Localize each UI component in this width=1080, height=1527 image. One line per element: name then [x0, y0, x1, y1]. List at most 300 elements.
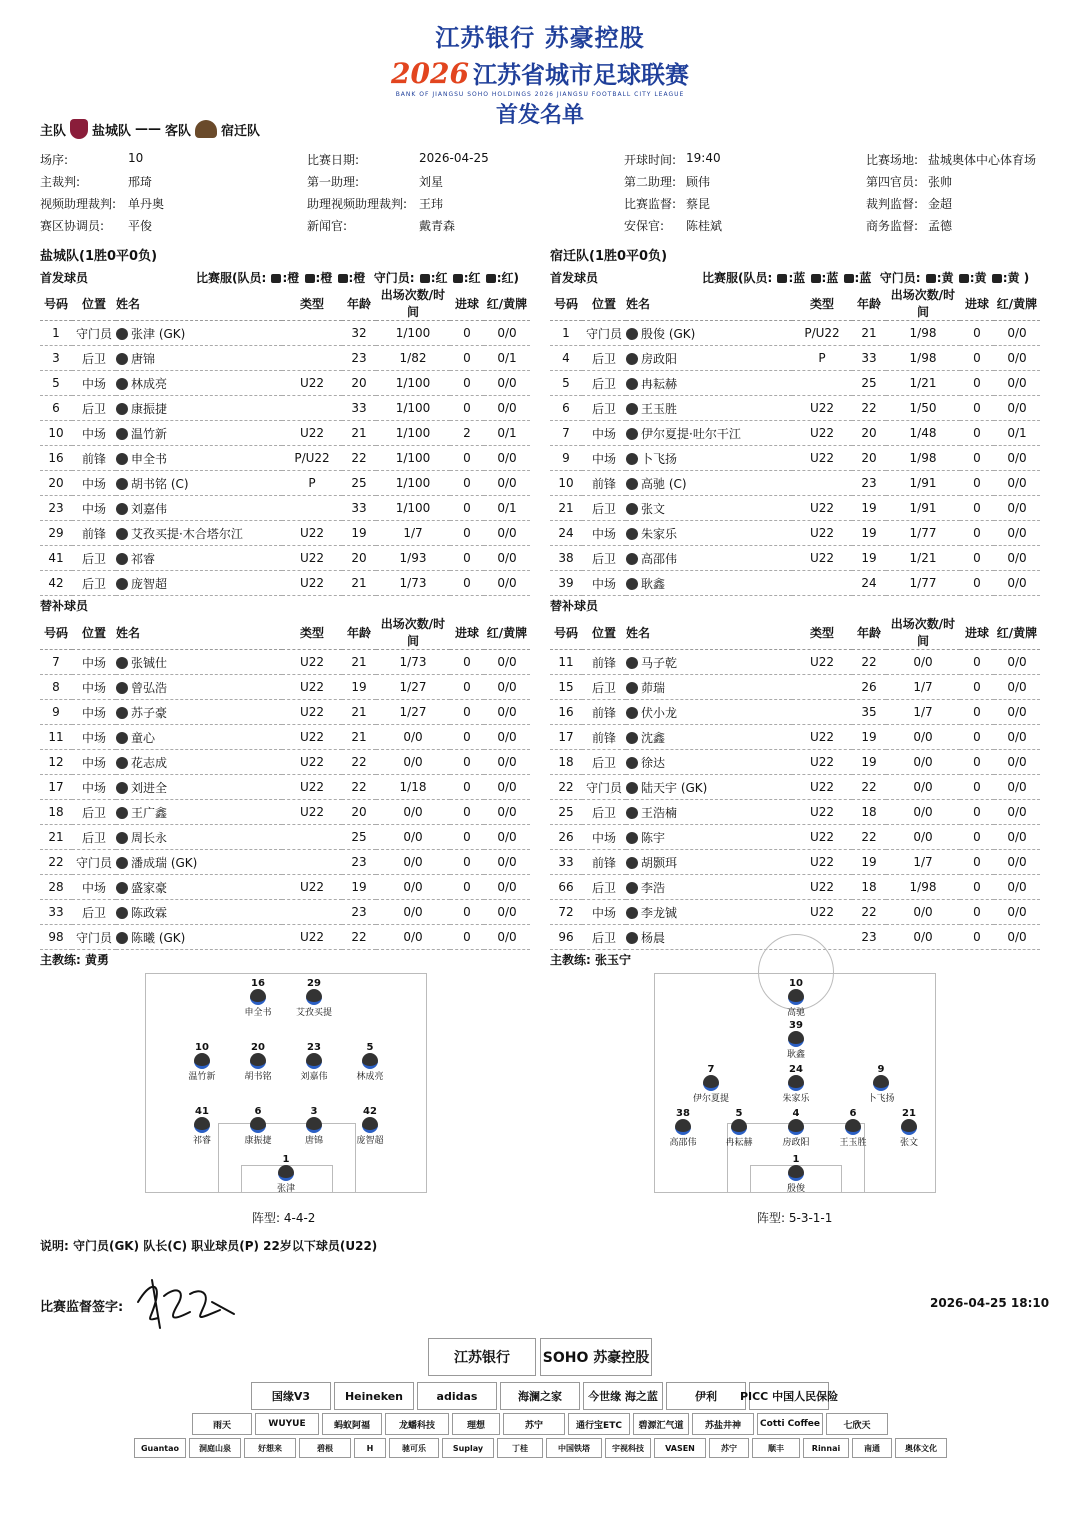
table-cell: 23 [40, 496, 72, 521]
player-avatar-icon [626, 782, 638, 794]
table-cell: 1/98 [886, 346, 960, 371]
player-avatar-icon [250, 1117, 266, 1133]
table-cell: 1/7 [886, 675, 960, 700]
kit-gk-prefix: 守门员: [373, 271, 415, 285]
table-cell: 0/0 [994, 800, 1040, 825]
table-cell: 0/0 [994, 471, 1040, 496]
gk-shorts-icon [959, 274, 969, 283]
column-header: 号码 [40, 286, 72, 321]
pitch-player-number: 23 [307, 1042, 321, 1053]
player-avatar-icon [116, 578, 128, 590]
table-cell: 7 [40, 650, 72, 675]
player-name: 伏小龙 [641, 705, 678, 720]
pitch-player-number: 24 [789, 1064, 803, 1075]
away-formation-label: 阵型: 5-3-1-1 [757, 1211, 833, 1225]
table-cell: 0/1 [484, 346, 530, 371]
kit-gk-socks-color: 红) [501, 271, 520, 285]
column-header: 类型 [792, 286, 852, 321]
column-header: 进球 [450, 615, 484, 650]
table-cell: 0/0 [994, 725, 1040, 750]
info-value: 王玮 [419, 197, 444, 211]
player-name: 陈宇 [641, 830, 666, 845]
table-cell: 0 [450, 725, 484, 750]
table-cell: 0/0 [376, 850, 450, 875]
table-row [550, 371, 1040, 396]
table-cell: 中场 [582, 571, 626, 596]
table-cell: 23 [852, 471, 886, 496]
info-value: 孟德 [928, 219, 953, 233]
sponsor-logo: 海澜之家 [500, 1382, 580, 1410]
table-cell: 0 [960, 925, 994, 950]
info-value: 蔡昆 [686, 197, 711, 211]
table-cell: 0 [960, 800, 994, 825]
table-cell: U22 [792, 396, 852, 421]
pitch-player-number: 10 [789, 978, 803, 989]
sponsor-logo: 通行宝ETC [568, 1413, 630, 1435]
pitch-player [823, 1108, 883, 1148]
table-cell: 22 [550, 775, 582, 800]
pitch-player [766, 1064, 826, 1104]
table-cell: 0/0 [484, 825, 530, 850]
table-cell: 前锋 [582, 471, 626, 496]
table-cell: P/U22 [282, 446, 342, 471]
player-name-cell [116, 925, 282, 950]
table-cell: 0 [450, 571, 484, 596]
player-avatar-icon [626, 857, 638, 869]
table-cell: U22 [282, 521, 342, 546]
table-cell: U22 [792, 725, 852, 750]
player-name-cell [116, 850, 282, 875]
player-name-cell [116, 650, 282, 675]
table-cell: 后卫 [582, 371, 626, 396]
table-cell: 中场 [72, 775, 116, 800]
info-label: 助理视频助理裁判: [307, 197, 408, 211]
player-name-cell [626, 775, 792, 800]
away-kit-info: 比赛服(队员: :蓝 :蓝 :蓝 守门员: :黄 :黄 :黄 ) [702, 271, 1030, 285]
info-value: 张帅 [928, 175, 953, 189]
sponsor-logo: 奥体文化 [895, 1438, 947, 1458]
player-avatar-icon [626, 553, 638, 565]
table-row [40, 700, 530, 725]
kit-prefix: 比赛服(队员: [196, 271, 267, 285]
player-avatar-icon [116, 707, 128, 719]
player-name: 潘成瑞 (GK) [131, 855, 198, 870]
player-name: 高驰 (C) [641, 476, 687, 491]
table-row [40, 750, 530, 775]
table-cell: 0/0 [994, 571, 1040, 596]
table-row [550, 725, 1040, 750]
table-cell: 1/7 [376, 521, 450, 546]
table-cell: 1/73 [376, 650, 450, 675]
table-cell: 11 [550, 650, 582, 675]
table-cell: 0 [450, 925, 484, 950]
table-cell: U22 [792, 850, 852, 875]
table-row [550, 700, 1040, 725]
table-row [40, 875, 530, 900]
player-avatar-icon [626, 503, 638, 515]
player-avatar-icon [788, 1165, 804, 1181]
table-cell: 0 [450, 800, 484, 825]
player-name: 陈政霖 [131, 905, 168, 920]
pitch-player-name: 朱家乐 [782, 1094, 810, 1104]
table-cell: 0 [960, 675, 994, 700]
home-team-name: 盐城队 [92, 123, 132, 139]
player-avatar-icon [626, 882, 638, 894]
table-cell: 0 [450, 650, 484, 675]
player-name: 温竹新 [131, 426, 168, 441]
pitch-player-number: 38 [676, 1108, 690, 1119]
column-header: 年龄 [342, 286, 376, 321]
player-name: 张文 [641, 501, 666, 516]
column-header: 红/黄牌 [994, 615, 1040, 650]
table-cell: 16 [550, 700, 582, 725]
table-cell: 20 [342, 800, 376, 825]
table-cell: 1/21 [886, 546, 960, 571]
away-team-record: 宿迁队(1胜0平0负) [550, 249, 668, 264]
table-cell: 0 [960, 521, 994, 546]
sponsor-logo: adidas [417, 1382, 497, 1410]
table-cell: 1/100 [376, 321, 450, 346]
player-avatar-icon [845, 1119, 861, 1135]
sponsor-logo: Suplay [442, 1438, 494, 1458]
table-cell: 中场 [72, 750, 116, 775]
table-cell: 0/0 [886, 750, 960, 775]
column-header: 位置 [72, 615, 116, 650]
table-cell [792, 700, 852, 725]
table-cell: 0 [960, 900, 994, 925]
page-header [0, 18, 1080, 129]
player-avatar-icon [116, 528, 128, 540]
table-row [40, 471, 530, 496]
table-row [40, 900, 530, 925]
table-cell: 0/0 [994, 875, 1040, 900]
info-label: 第四官员: [866, 175, 919, 189]
table-cell: 33 [342, 496, 376, 521]
player-avatar-icon [626, 757, 638, 769]
table-cell: 1/82 [376, 346, 450, 371]
table-cell: 0 [960, 650, 994, 675]
table-cell: 8 [40, 675, 72, 700]
table-cell: 18 [40, 800, 72, 825]
table-cell: 24 [852, 571, 886, 596]
player-avatar-icon [626, 932, 638, 944]
sponsor-logo: Guantao [134, 1438, 186, 1458]
table-cell: 25 [852, 371, 886, 396]
column-header: 年龄 [852, 615, 886, 650]
pitch-player-name: 高邵伟 [669, 1138, 697, 1148]
table-row [40, 850, 530, 875]
table-cell: 0 [450, 496, 484, 521]
player-avatar-icon [626, 907, 638, 919]
table-cell: U22 [792, 775, 852, 800]
table-row [40, 546, 530, 571]
table-cell: 19 [342, 521, 376, 546]
home-kit-info: 比赛服(队员: :橙 :橙 :橙 守门员: :红 :红 :红) [196, 271, 520, 285]
table-row [40, 496, 530, 521]
sponsor-logo: WUYUE [255, 1413, 319, 1435]
column-header: 进球 [960, 286, 994, 321]
player-name-cell [626, 496, 792, 521]
table-cell: 1/77 [886, 571, 960, 596]
table-cell: 33 [40, 900, 72, 925]
table-row [40, 800, 530, 825]
kit-prefix: 比赛服(队员: [702, 271, 773, 285]
league-name: 江苏省城市足球联赛 [472, 61, 689, 89]
pitch-player [228, 1106, 288, 1146]
column-header: 红/黄牌 [484, 615, 530, 650]
pitch-player-number: 42 [363, 1106, 377, 1117]
player-avatar-icon [626, 832, 638, 844]
table-row [550, 775, 1040, 800]
column-header: 进球 [450, 286, 484, 321]
shorts-icon [305, 274, 315, 283]
player-name: 卜飞扬 [641, 451, 678, 466]
away-team-name: 宿迁队 [221, 123, 261, 139]
player-name: 艾孜买提·木合塔尔江 [131, 526, 243, 541]
sponsor-logo: 洞庭山泉 [189, 1438, 241, 1458]
pitch-player-number: 3 [310, 1106, 318, 1117]
kit-socks-color: 橙 [353, 271, 366, 285]
column-header: 位置 [582, 615, 626, 650]
table-cell: 0/0 [886, 800, 960, 825]
column-header: 号码 [40, 615, 72, 650]
table-cell: 0 [960, 850, 994, 875]
table-cell: 0/0 [886, 775, 960, 800]
table-row [550, 825, 1040, 850]
table-row [40, 571, 530, 596]
player-name: 庞智超 [131, 576, 168, 591]
sponsor-logo: 理想 [452, 1413, 500, 1435]
player-avatar-icon [626, 403, 638, 415]
player-avatar-icon [901, 1119, 917, 1135]
player-avatar-icon [626, 478, 638, 490]
gk-shorts-icon [453, 274, 463, 283]
table-cell: 0/0 [484, 800, 530, 825]
column-header: 姓名 [626, 615, 792, 650]
pitch-player-number: 1 [282, 1154, 290, 1165]
table-cell: 0/0 [994, 900, 1040, 925]
pitch-player-name: 康振捷 [244, 1136, 272, 1146]
sponsor-logo: 碧根 [299, 1438, 351, 1458]
pitch-player [172, 1106, 232, 1146]
pitch-player [172, 1042, 232, 1082]
player-name-cell [626, 346, 792, 371]
table-cell: 后卫 [582, 546, 626, 571]
table-cell: 26 [852, 675, 886, 700]
table-cell: 0/0 [886, 825, 960, 850]
player-name: 康振捷 [131, 401, 168, 416]
gk-shirt-icon [420, 274, 430, 283]
table-cell: 守门员 [582, 775, 626, 800]
kit-shirt-color: 蓝 [793, 271, 806, 285]
table-cell: 中场 [72, 471, 116, 496]
sponsor-logo: 苏盐井神 [692, 1413, 754, 1435]
table-cell: 1/7 [886, 700, 960, 725]
sponsor-logo: 雨天 [192, 1413, 252, 1435]
table-cell: 1/91 [886, 471, 960, 496]
column-header: 姓名 [116, 286, 282, 321]
player-name: 周长永 [131, 830, 168, 845]
info-label: 新闻官: [307, 219, 348, 233]
table-row [550, 396, 1040, 421]
table-cell: 0 [450, 775, 484, 800]
table-cell: 22 [852, 900, 886, 925]
column-header: 类型 [792, 615, 852, 650]
table-cell: 0/1 [484, 421, 530, 446]
player-avatar-icon [873, 1075, 889, 1091]
table-cell [282, 321, 342, 346]
table-cell: 0/0 [376, 925, 450, 950]
info-label: 比赛日期: [307, 153, 360, 167]
home-label: 主队 [40, 123, 67, 139]
player-name-cell [116, 875, 282, 900]
table-cell: U22 [792, 750, 852, 775]
table-cell: U22 [792, 496, 852, 521]
column-header: 号码 [550, 286, 582, 321]
table-cell: 0/1 [484, 496, 530, 521]
sponsor-logo: 顺丰 [752, 1438, 800, 1458]
table-cell: 中场 [582, 421, 626, 446]
table-cell: 0/0 [994, 675, 1040, 700]
table-cell: U22 [282, 571, 342, 596]
table-cell: 0/0 [994, 700, 1040, 725]
pitch-player [284, 1042, 344, 1082]
table-cell: 0/0 [994, 825, 1040, 850]
player-name-cell [626, 725, 792, 750]
pitch-player-name: 王玉胜 [839, 1138, 867, 1148]
info-label: 第一助理: [307, 175, 360, 189]
table-cell: 0/0 [994, 396, 1040, 421]
table-cell: 0 [450, 875, 484, 900]
player-name-cell [626, 875, 792, 900]
player-avatar-icon [250, 989, 266, 1005]
player-name-cell [116, 700, 282, 725]
table-cell: 0/0 [994, 321, 1040, 346]
player-name-cell [626, 421, 792, 446]
table-cell: 16 [40, 446, 72, 471]
table-cell: 后卫 [582, 875, 626, 900]
pitch-player-name: 林成亮 [356, 1072, 384, 1082]
player-avatar-icon [116, 328, 128, 340]
table-cell: U22 [792, 800, 852, 825]
pitch-player-name: 张文 [899, 1138, 918, 1148]
shirt-icon [271, 274, 281, 283]
table-cell: 1/100 [376, 421, 450, 446]
table-cell: 10 [550, 471, 582, 496]
table-cell: U22 [792, 650, 852, 675]
info-value: 平俊 [128, 219, 153, 233]
table-cell: 22 [40, 850, 72, 875]
table-cell: 后卫 [72, 800, 116, 825]
table-cell: 0 [960, 875, 994, 900]
match-separator: —— [135, 121, 162, 137]
player-name: 胡书铭 (C) [131, 476, 189, 491]
column-header: 出场次数/时间 [376, 286, 450, 321]
table-cell: 0 [450, 521, 484, 546]
table-cell: 21 [40, 825, 72, 850]
info-value: 单丹奥 [128, 197, 165, 211]
table-cell: 1/48 [886, 421, 960, 446]
sponsor-logo: 国缘V3 [251, 1382, 331, 1410]
player-name: 房政阳 [641, 351, 678, 366]
table-cell: 中场 [72, 371, 116, 396]
player-avatar-icon [675, 1119, 691, 1135]
table-cell: 前锋 [72, 446, 116, 471]
column-header: 姓名 [626, 286, 792, 321]
table-cell: 19 [852, 546, 886, 571]
player-name-cell [116, 396, 282, 421]
table-cell: 23 [342, 900, 376, 925]
table-row [550, 546, 1040, 571]
sponsor-logo: 今世缘 海之蓝 [583, 1382, 663, 1410]
table-cell: 20 [852, 446, 886, 471]
info-label: 场序: [40, 153, 69, 167]
table-cell: U22 [792, 875, 852, 900]
table-cell: 0/0 [484, 396, 530, 421]
player-name-cell [626, 321, 792, 346]
pitch-player-number: 5 [735, 1108, 743, 1119]
player-avatar-icon [788, 1075, 804, 1091]
table-cell: 23 [342, 346, 376, 371]
pitch-player-name: 房政阳 [782, 1138, 810, 1148]
pitch-player-number: 6 [254, 1106, 262, 1117]
table-cell: 18 [550, 750, 582, 775]
table-cell: 0/0 [994, 346, 1040, 371]
table-cell: 中场 [582, 825, 626, 850]
player-avatar-icon [116, 453, 128, 465]
player-name-cell [626, 446, 792, 471]
player-avatar-icon [626, 428, 638, 440]
socks-icon [844, 274, 854, 283]
table-cell: P [792, 346, 852, 371]
table-cell: 1/98 [886, 321, 960, 346]
table-cell: 0/0 [376, 875, 450, 900]
pitch-player-name: 殷俊 [786, 1184, 805, 1194]
sponsor-logo: 南通 [852, 1438, 892, 1458]
pitch-player-number: 6 [849, 1108, 857, 1119]
table-cell: 0 [450, 850, 484, 875]
player-name: 祁睿 [131, 551, 156, 566]
info-label: 开球时间: [624, 153, 677, 167]
player-name-cell [116, 546, 282, 571]
table-cell: P [282, 471, 342, 496]
table-cell: 后卫 [582, 346, 626, 371]
table-cell: 10 [40, 421, 72, 446]
player-avatar-icon [626, 353, 638, 365]
info-label: 视频助理裁判: [40, 197, 117, 211]
table-cell: 0/0 [994, 650, 1040, 675]
player-name: 徐达 [641, 755, 666, 770]
table-cell: 0/0 [484, 371, 530, 396]
column-header: 类型 [282, 615, 342, 650]
table-cell: 0/0 [484, 571, 530, 596]
player-name: 马子乾 [641, 655, 678, 670]
table-cell: 0/0 [994, 925, 1040, 950]
table-cell: 20 [342, 371, 376, 396]
table-row [40, 346, 530, 371]
column-header: 出场次数/时间 [886, 615, 960, 650]
table-cell: 0/0 [376, 900, 450, 925]
away-crest-icon [195, 120, 217, 138]
table-cell: 0/0 [994, 446, 1040, 471]
table-cell: 0/0 [484, 546, 530, 571]
table-cell: 0/0 [484, 650, 530, 675]
player-name: 花志成 [131, 755, 168, 770]
column-header: 类型 [282, 286, 342, 321]
match-line [40, 119, 260, 139]
table-cell: 41 [40, 546, 72, 571]
kit-shorts-color: 蓝 [826, 271, 839, 285]
